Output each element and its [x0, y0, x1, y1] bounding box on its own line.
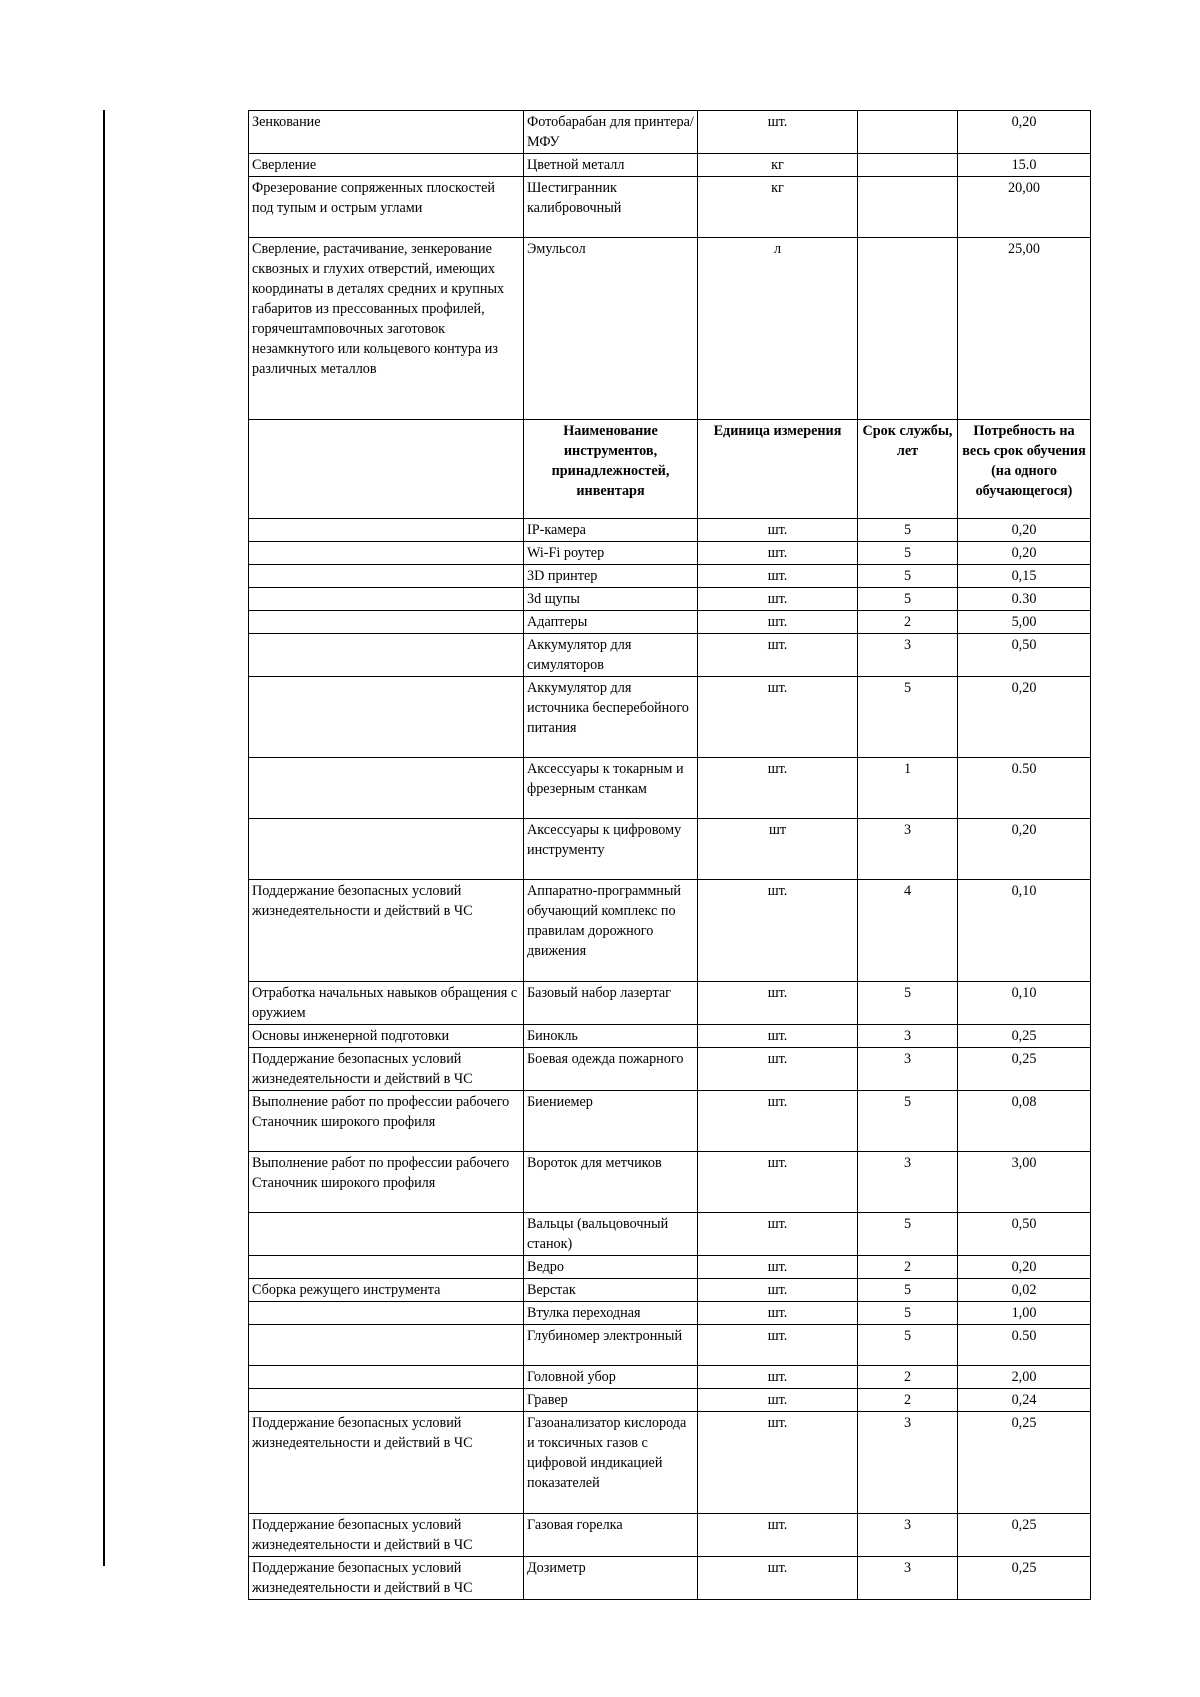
activity-cell — [249, 519, 524, 542]
life-cell: 5 — [858, 1213, 958, 1256]
table-row — [249, 1514, 1091, 1557]
life-cell: 5 — [858, 1279, 958, 1302]
unit-cell: шт. — [698, 111, 858, 154]
item-cell: Аксессуары к токарным и фрезерным станкам — [524, 758, 698, 819]
table-row — [249, 111, 1091, 154]
activity-cell — [249, 1366, 524, 1389]
unit-cell: кг — [698, 177, 858, 238]
header-unit: Единица измерения — [698, 420, 858, 519]
item-cell: Боевая одежда пожарного — [524, 1048, 698, 1091]
table-row — [249, 1279, 1091, 1302]
item-cell: Верстак — [524, 1279, 698, 1302]
unit-cell: шт. — [698, 565, 858, 588]
need-cell: 0,02 — [958, 1279, 1091, 1302]
unit-cell: шт. — [698, 880, 858, 982]
item-cell: 3d щупы — [524, 588, 698, 611]
activity-cell — [249, 819, 524, 880]
unit-cell: шт. — [698, 588, 858, 611]
table-row — [249, 238, 1091, 420]
life-cell: 2 — [858, 1389, 958, 1412]
unit-cell: л — [698, 238, 858, 420]
need-cell: 1,00 — [958, 1302, 1091, 1325]
activity-cell — [249, 1256, 524, 1279]
page-margin-line — [103, 110, 105, 1566]
unit-cell: шт. — [698, 1025, 858, 1048]
unit-cell: шт. — [698, 1366, 858, 1389]
inventory-table-body — [249, 111, 1091, 519]
item-cell: Втулка переходная — [524, 1302, 698, 1325]
life-cell: 3 — [858, 819, 958, 880]
life-cell: 1 — [858, 758, 958, 819]
need-cell: 0,10 — [958, 880, 1091, 982]
table-row — [249, 1152, 1091, 1213]
life-cell: 3 — [858, 1048, 958, 1091]
unit-cell: шт. — [698, 1389, 858, 1412]
activity-cell: Выполнение работ по профессии рабочего Станочник широкого профиля — [249, 1091, 524, 1152]
life-cell: 5 — [858, 677, 958, 758]
table-row — [249, 758, 1091, 819]
need-cell: 0.50 — [958, 758, 1091, 819]
table-row — [249, 1048, 1091, 1091]
table-row — [249, 542, 1091, 565]
item-cell: Аккумулятор для симуляторов — [524, 634, 698, 677]
need-cell: 0,15 — [958, 565, 1091, 588]
need-cell: 0,20 — [958, 677, 1091, 758]
unit-cell: шт — [698, 819, 858, 880]
need-cell: 0,20 — [958, 111, 1091, 154]
item-cell: Аккумулятор для источника бесперебойного питания — [524, 677, 698, 758]
activity-cell — [249, 677, 524, 758]
item-cell: Wi-Fi роутер — [524, 542, 698, 565]
life-cell: 5 — [858, 588, 958, 611]
header-life: Срок службы, лет — [858, 420, 958, 519]
item-cell: Вороток для метчиков — [524, 1152, 698, 1213]
activity-cell — [249, 1302, 524, 1325]
unit-cell: шт. — [698, 1152, 858, 1213]
item-cell: Биениемер — [524, 1091, 698, 1152]
activity-cell: Основы инженерной подготовки — [249, 1025, 524, 1048]
item-cell: 3D принтер — [524, 565, 698, 588]
header-empty-cell — [249, 420, 524, 519]
need-cell: 20,00 — [958, 177, 1091, 238]
need-cell: 15.0 — [958, 154, 1091, 177]
item-cell: Газоанализатор кислорода и токсичных газов с цифровой индикацией показателей — [524, 1412, 698, 1514]
unit-cell: шт. — [698, 634, 858, 677]
table-row — [249, 1256, 1091, 1279]
need-cell: 0,50 — [958, 1213, 1091, 1256]
table-row — [249, 1325, 1091, 1366]
life-cell: 2 — [858, 1256, 958, 1279]
unit-cell: шт. — [698, 1091, 858, 1152]
life-cell: 2 — [858, 1366, 958, 1389]
unit-cell: шт. — [698, 1279, 858, 1302]
item-cell: Шестигранник калибровочный — [524, 177, 698, 238]
activity-cell: Сборка режущего инструмента — [249, 1279, 524, 1302]
unit-cell: кг — [698, 154, 858, 177]
unit-cell: шт. — [698, 1514, 858, 1557]
item-cell: Гравер — [524, 1389, 698, 1412]
life-cell: 5 — [858, 1325, 958, 1366]
activity-cell — [249, 611, 524, 634]
table-row — [249, 982, 1091, 1025]
activity-cell — [249, 1389, 524, 1412]
table-row — [249, 1412, 1091, 1514]
need-cell: 3,00 — [958, 1152, 1091, 1213]
life-cell: 5 — [858, 542, 958, 565]
table-row — [249, 880, 1091, 982]
need-cell: 2,00 — [958, 1366, 1091, 1389]
need-cell: 25,00 — [958, 238, 1091, 420]
life-cell: 2 — [858, 611, 958, 634]
header-need: Потребность на весь срок обучения (на одного обучающегося) — [958, 420, 1091, 519]
table-row — [249, 177, 1091, 238]
table-row — [249, 1091, 1091, 1152]
activity-cell: Сверление, растачивание, зенкерование сквозных и глухих отверстий, имеющих координаты в деталях средних и крупных габаритов из прессованных профилей, горячештамповочных заготовок незамкнутого или кольцевого контура из различных металлов — [249, 238, 524, 420]
life-cell: 5 — [858, 1091, 958, 1152]
life-cell: 5 — [858, 982, 958, 1025]
table-row — [249, 1025, 1091, 1048]
item-cell: Адаптеры — [524, 611, 698, 634]
item-cell: Глубиномер электронный — [524, 1325, 698, 1366]
item-cell: Базовый набор лазертаг — [524, 982, 698, 1025]
activity-cell: Поддержание безопасных условий жизнедеятельности и действий в ЧС — [249, 1557, 524, 1600]
item-cell: Эмульсол — [524, 238, 698, 420]
table-row — [249, 154, 1091, 177]
table-row — [249, 519, 1091, 542]
table-header-row — [249, 420, 1091, 519]
life-cell — [858, 154, 958, 177]
item-cell: Дозиметр — [524, 1557, 698, 1600]
need-cell: 0,25 — [958, 1412, 1091, 1514]
unit-cell: шт. — [698, 1325, 858, 1366]
table-row — [249, 1366, 1091, 1389]
activity-cell: Поддержание безопасных условий жизнедеятельности и действий в ЧС — [249, 1048, 524, 1091]
activity-cell: Поддержание безопасных условий жизнедеятельности и действий в ЧС — [249, 880, 524, 982]
item-cell: Газовая горелка — [524, 1514, 698, 1557]
table-row — [249, 1557, 1091, 1600]
unit-cell: шт. — [698, 758, 858, 819]
item-cell: Фотобарабан для принтера/МФУ — [524, 111, 698, 154]
life-cell: 5 — [858, 1302, 958, 1325]
activity-cell — [249, 542, 524, 565]
unit-cell: шт. — [698, 982, 858, 1025]
table-row — [249, 819, 1091, 880]
life-cell — [858, 111, 958, 154]
unit-cell: шт. — [698, 1412, 858, 1514]
activity-cell: Отработка начальных навыков обращения с оружием — [249, 982, 524, 1025]
table-row — [249, 1389, 1091, 1412]
life-cell: 5 — [858, 565, 958, 588]
need-cell: 0,20 — [958, 1256, 1091, 1279]
table-row — [249, 611, 1091, 634]
life-cell: 3 — [858, 1152, 958, 1213]
item-cell: Ведро — [524, 1256, 698, 1279]
unit-cell: шт. — [698, 519, 858, 542]
item-cell: Аксессуары к цифровому инструменту — [524, 819, 698, 880]
need-cell: 0,25 — [958, 1048, 1091, 1091]
need-cell: 0,50 — [958, 634, 1091, 677]
life-cell: 5 — [858, 519, 958, 542]
need-cell: 0.50 — [958, 1325, 1091, 1366]
life-cell — [858, 238, 958, 420]
table-row — [249, 1213, 1091, 1256]
life-cell: 3 — [858, 1557, 958, 1600]
item-cell: Головной убор — [524, 1366, 698, 1389]
activity-cell: Зенкование — [249, 111, 524, 154]
need-cell: 0,20 — [958, 519, 1091, 542]
life-cell — [858, 177, 958, 238]
need-cell: 0.30 — [958, 588, 1091, 611]
unit-cell: шт. — [698, 1256, 858, 1279]
table-row — [249, 565, 1091, 588]
need-cell: 0,24 — [958, 1389, 1091, 1412]
inventory-rows — [249, 519, 1091, 1600]
need-cell: 0,10 — [958, 982, 1091, 1025]
need-cell: 0,20 — [958, 542, 1091, 565]
activity-cell: Поддержание безопасных условий жизнедеятельности и действий в ЧС — [249, 1412, 524, 1514]
inventory-table — [248, 110, 1091, 1600]
need-cell: 0,08 — [958, 1091, 1091, 1152]
activity-cell — [249, 1325, 524, 1366]
unit-cell: шт. — [698, 611, 858, 634]
need-cell: 0,25 — [958, 1514, 1091, 1557]
life-cell: 4 — [858, 880, 958, 982]
item-cell: Вальцы (вальцовочный станок) — [524, 1213, 698, 1256]
header-name: Наименование инструментов, принадлежностей, инвентаря — [524, 420, 698, 519]
need-cell: 0,20 — [958, 819, 1091, 880]
activity-cell — [249, 565, 524, 588]
need-cell: 0,25 — [958, 1557, 1091, 1600]
unit-cell: шт. — [698, 1557, 858, 1600]
activity-cell — [249, 758, 524, 819]
unit-cell: шт. — [698, 677, 858, 758]
item-cell: Бинокль — [524, 1025, 698, 1048]
unit-cell: шт. — [698, 1048, 858, 1091]
activity-cell: Сверление — [249, 154, 524, 177]
table-row — [249, 588, 1091, 611]
life-cell: 3 — [858, 1025, 958, 1048]
unit-cell: шт. — [698, 1302, 858, 1325]
table-row — [249, 677, 1091, 758]
need-cell: 0,25 — [958, 1025, 1091, 1048]
item-cell: Аппаратно-программный обучающий комплекс по правилам дорожного движения — [524, 880, 698, 982]
activity-cell — [249, 634, 524, 677]
item-cell: Цветной металл — [524, 154, 698, 177]
life-cell: 3 — [858, 1412, 958, 1514]
activity-cell: Поддержание безопасных условий жизнедеятельности и действий в ЧС — [249, 1514, 524, 1557]
table-row — [249, 634, 1091, 677]
life-cell: 3 — [858, 634, 958, 677]
life-cell: 3 — [858, 1514, 958, 1557]
activity-cell — [249, 1213, 524, 1256]
unit-cell: шт. — [698, 1213, 858, 1256]
unit-cell: шт. — [698, 542, 858, 565]
item-cell: IP-камера — [524, 519, 698, 542]
activity-cell — [249, 588, 524, 611]
need-cell: 5,00 — [958, 611, 1091, 634]
table-row — [249, 1302, 1091, 1325]
activity-cell: Фрезерование сопряженных плоскостей под тупым и острым углами — [249, 177, 524, 238]
activity-cell: Выполнение работ по профессии рабочего Станочник широкого профиля — [249, 1152, 524, 1213]
